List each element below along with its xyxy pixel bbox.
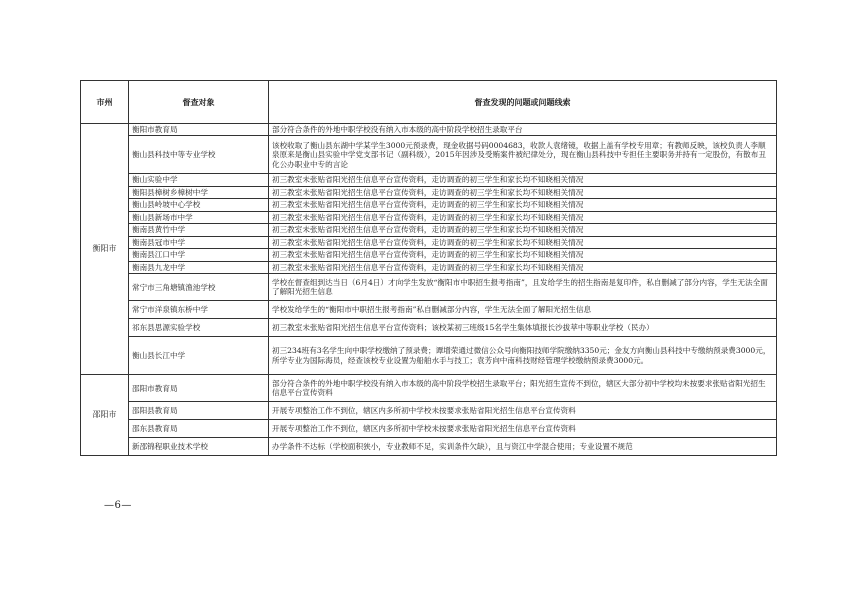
target-cell: 邵阳县教育局 <box>129 402 269 420</box>
issue-cell: 初三教室未张贴省阳光招生信息平台宣传资料，走访调查的初三学生和家长均不知晓相关情况 <box>269 186 777 198</box>
table-row <box>81 438 777 456</box>
issue-cell: 部分符合条件的外地中职学校没有纳入市本级的高中阶段学校招生录取平台；阳光招生宣传不到位，辖区大部分初中学校均未按要求张贴省阳光招生信息平台宣传资料 <box>269 375 777 402</box>
issue-cell: 初三教室未张贴省阳光招生信息平台宣传资料，走访调查的初三学生和家长均不知晓相关情况 <box>269 224 777 236</box>
target-cell: 衡南县黄竹中学 <box>129 224 269 236</box>
target-cell: 衡南县江口中学 <box>129 249 269 261</box>
table-row <box>81 402 777 420</box>
target-cell: 衡山实验中学 <box>129 174 269 186</box>
issue-cell: 初三234班有3名学生向中职学校缴纳了预录费；谭增荣通过微信公众号向衡阳技师学院缴纳3350元；金友方向衡山县科技中专缴纳预录费3000元，所学专业为国际海员，经查该校专业设置为船舶水手与技工；袁芳向中南科技财经管理学校缴纳预录费3000元。 <box>269 337 777 375</box>
issue-cell: 部分符合条件的外地中职学校没有纳入市本级的高中阶段学校招生录取平台 <box>269 124 777 136</box>
target-cell: 常宁市洋泉镇东桥中学 <box>129 301 269 319</box>
table-row <box>81 236 777 248</box>
table-row <box>81 186 777 198</box>
issue-cell: 学校发给学生的“衡阳市中职招生报考指南”私自删减部分内容，学生无法全面了解阳光招生信息 <box>269 301 777 319</box>
target-cell: 衡南县九龙中学 <box>129 261 269 273</box>
issue-cell: 初三教室未张贴省阳光招生信息平台宣传资料，走访调查的初三学生和家长均不知晓相关情况 <box>269 261 777 273</box>
target-cell: 新邵锦程职业技术学校 <box>129 438 269 456</box>
target-cell: 衡山县岭坡中心学校 <box>129 199 269 211</box>
issue-cell: 初三教室未张贴省阳光招生信息平台宣传资料，走访调查的初三学生和家长均不知晓相关情况 <box>269 199 777 211</box>
table-row <box>81 337 777 375</box>
target-cell: 衡山县新场市中学 <box>129 211 269 223</box>
target-cell: 常宁市三角塘镇渔池学校 <box>129 274 269 301</box>
issue-cell: 初三教室未张贴省阳光招生信息平台宣传资料；该校某初三班级15名学生集体填报长沙拔萃中等职业学校（民办） <box>269 319 777 337</box>
city-cell: 衡阳市 <box>81 124 129 375</box>
target-cell: 衡山县科技中等专业学校 <box>129 136 269 174</box>
issue-cell: 该校收取了衡山县东湖中学某学生3000元预录费，现金收据号码0004683，收款人袁绪镜，收据上盖有学校专用章；有教师反映，该校负责人李顺泉原来是衡山县实验中学党支部书记（副科级），2015年因涉及受贿案件被纪律处分，现在衡山县科技中专担任主要职务并持有一定股份，有散布丑化公办职业中专的言论 <box>269 136 777 174</box>
target-cell: 衡阳县樟树乡樟树中学 <box>129 186 269 198</box>
issue-cell: 初三教室未张贴省阳光招生信息平台宣传资料，走访调查的初三学生和家长均不知晓相关情况 <box>269 249 777 261</box>
header-city: 市州 <box>81 81 129 124</box>
table-row <box>81 124 777 136</box>
page-number: —6— <box>104 500 132 511</box>
target-cell: 衡山县长江中学 <box>129 337 269 375</box>
table-row <box>81 420 777 438</box>
table-row <box>81 199 777 211</box>
target-cell: 衡南县冠市中学 <box>129 236 269 248</box>
header-target: 督查对象 <box>129 81 269 124</box>
issue-cell: 初三教室未张贴省阳光招生信息平台宣传资料，走访调查的初三学生和家长均不知晓相关情况 <box>269 211 777 223</box>
issue-cell: 办学条件不达标（学校面积狭小，专业教师不足，实训条件欠缺），且与资江中学混合使用；专业设置不规范 <box>269 438 777 456</box>
header-issue: 督查发现的问题或问题线索 <box>269 81 777 124</box>
table-row <box>81 249 777 261</box>
table-row <box>81 174 777 186</box>
table-row <box>81 261 777 273</box>
table-row <box>81 375 777 402</box>
target-cell: 邵阳市教育局 <box>129 375 269 402</box>
table-row <box>81 211 777 223</box>
table-row <box>81 136 777 174</box>
issue-cell: 开展专项整治工作不到位，辖区内多所初中学校未按要求张贴省阳光招生信息平台宣传资料 <box>269 420 777 438</box>
issue-cell: 初三教室未张贴省阳光招生信息平台宣传资料，走访调查的初三学生和家长均不知晓相关情况 <box>269 236 777 248</box>
table-row <box>81 301 777 319</box>
inspection-table <box>80 80 777 456</box>
issue-cell: 初三教室未张贴省阳光招生信息平台宣传资料，走访调查的初三学生和家长均不知晓相关情况 <box>269 174 777 186</box>
target-cell: 邵东县教育局 <box>129 420 269 438</box>
table-header-row <box>81 81 777 124</box>
target-cell: 衡阳市教育局 <box>129 124 269 136</box>
table-row <box>81 224 777 236</box>
city-cell: 邵阳市 <box>81 375 129 456</box>
table-row <box>81 319 777 337</box>
issue-cell: 学校在督查组到达当日（6月4日）才向学生发放“衡阳市中职招生报考指南”，且发给学生的招生指南是复印件，私自删减了部分内容，学生无法全面了解阳光招生信息 <box>269 274 777 301</box>
target-cell: 祁东县思源实验学校 <box>129 319 269 337</box>
issue-cell: 开展专项整治工作不到位，辖区内多所初中学校未按要求张贴省阳光招生信息平台宣传资料 <box>269 402 777 420</box>
table-row <box>81 274 777 301</box>
